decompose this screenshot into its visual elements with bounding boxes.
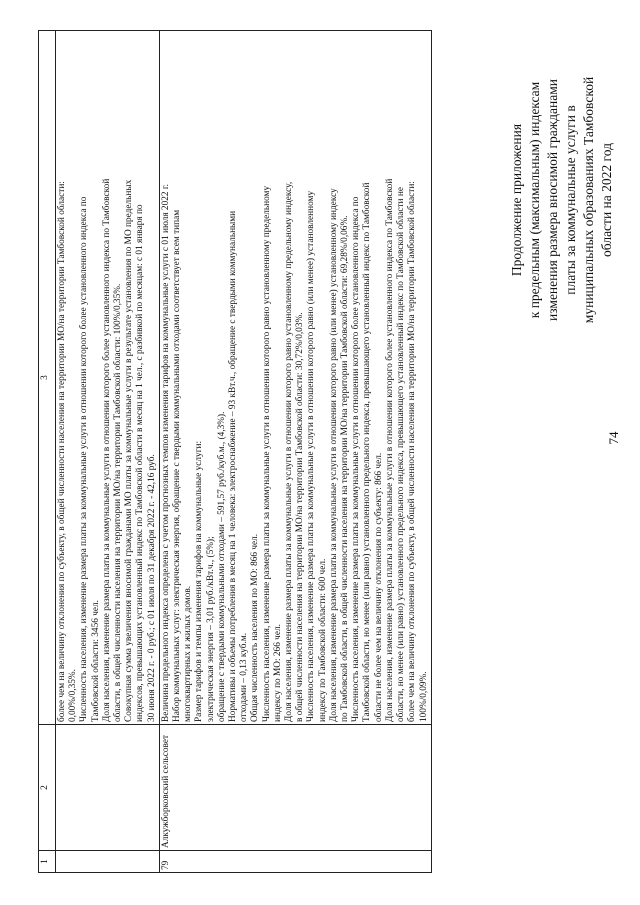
text-line: Общая численность населения по МО: 866 чел.: [250, 533, 261, 722]
text-line: Нормативы и объемы потребления в месяц на 1 человека: электроснабжение – 93 кВт.ч., обращение с твердыми коммунальными: [228, 210, 239, 722]
text-line: Величина предельного индекса определена с учетом прогнозных темпов изменения тарифов на коммунальные услуги с 01 июля 2022 г.: [160, 184, 171, 722]
text-line: Доля населения, изменение размера платы за коммунальные услуги в отношении которого равно установленному предельному индексу,: [284, 181, 295, 722]
text-line: 30 июня 2022 г. - 0 руб.; с 01 июля по 31 декабря 2022 г. - 42,16 руб.: [146, 454, 157, 722]
text-line: индексов, превышающих установленный индекс по Тамбовской области в месяц на 1 чел., с разбивкой по месяцам: с 01 января по: [135, 204, 146, 722]
heading-line: платы за коммунальные услуги в: [563, 105, 578, 295]
row-number: [56, 851, 160, 873]
text-line: Тамбовской области, но менее (или равно) установленного предельного индекса, превышающего установленный индекс по Тамбовской: [362, 182, 373, 722]
text-line: 0,00%/0,35%.: [68, 669, 79, 722]
text-line: электрическая энергия – 3,01 руб./кВт.ч., (5%);: [205, 536, 216, 722]
text-line: Доля населения, изменение размера платы за коммунальные услуги в отношении которого более установленного индекса по Тамбовской: [101, 178, 112, 722]
text-line: Совокупная сумма увеличения вносимой гражданами МО платы за коммунальные услуги в результате установления по МО предельных: [124, 179, 135, 722]
text-line: Численность населения, изменение размера платы за коммунальные услуги в отношении которого равно (или менее) установленному: [306, 190, 317, 722]
text-line: 100%/0,09%.: [418, 671, 429, 722]
heading-line: области на 2022 год: [599, 143, 614, 257]
row-description: [159, 31, 431, 725]
text-line: Тамбовской области: 3456 чел.: [90, 600, 101, 722]
heading-line: муниципальных образованиях Тамбовской: [581, 76, 596, 324]
text-line: более чем на величину отклонения по субъекту, в общей численности населения на территории МО/на территории Тамбовской области:: [407, 181, 418, 722]
table-row: [159, 31, 431, 873]
heading-line: Продолжение приложения: [509, 123, 524, 277]
text-line: в общей численности населения на территории МО/на территории Тамбовской области: 30,72%/0,03%.: [295, 312, 306, 722]
heading-line: изменения размера вносимой гражданами: [545, 79, 560, 321]
appendix-heading: [508, 15, 616, 385]
table-row: [56, 31, 160, 873]
indices-table: [38, 30, 432, 873]
page-number: 74: [606, 431, 621, 445]
text-line: Численность населения, изменение размера платы за коммунальные услуги в отношении которого равно установленному предельному: [261, 185, 272, 722]
heading-line: к предельным (максимальным) индексам: [527, 81, 542, 319]
text-line: отходами – 0,13 куб.м.: [239, 632, 250, 722]
row-description: [56, 31, 160, 725]
column-header: 2: [39, 725, 56, 851]
text-line: более чем на величину отклонения по субъекту, в общей численности населения на территории МО/на территории Тамбовской области:: [57, 181, 67, 722]
text-line: Набор коммунальных услуг: электрическая энергия, обращение с твердыми коммунальными отходами соответствует всем типам: [172, 209, 183, 722]
column-header: 1: [39, 851, 56, 873]
text-line: индексу по Тамбовской области: 600 чел.: [317, 558, 328, 722]
text-line: обращение с твердыми коммунальными отходами – 591,57 руб./куб.м., (4,3%).: [216, 411, 227, 722]
municipality-name: [56, 725, 160, 851]
text-line: Численность населения, изменение размера платы за коммунальные услуги в отношении которого более установленного индекса по: [351, 196, 362, 722]
municipality-name: Алкужборковский сельсовет: [159, 725, 431, 851]
column-header: 3: [39, 31, 56, 725]
text-line: области, но менее (или равно) установленного предельного индекса, превышающего установленный индекс по Тамбовской области не: [396, 187, 407, 722]
text-line: области, в общей численности населения на территории МО/на территории Тамбовской области: 100%/0,35%.: [113, 283, 124, 722]
text-line: Доля населения, изменение размера платы за коммунальные услуги в отношении которого более установленного индекса по Тамбовской: [384, 178, 395, 722]
row-number: 79: [159, 851, 431, 873]
text-line: Численность населения, изменение размера платы за коммунальные услуги в отношении которого более установленного индекса по: [79, 196, 90, 722]
text-line: области не более чем на величину отклонения по субъекту: 866 чел.: [373, 452, 384, 722]
text-line: по Тамбовской области, в общей численности населения на территории МО/на территории Тамбовской области: 69,28%/0,06%.: [340, 215, 351, 722]
text-line: индексу по МО: 266 чел.: [272, 624, 283, 722]
table-header-row: [39, 31, 56, 873]
text-line: Размер тарифов и темпы изменения тарифов на коммунальные услуги:: [194, 440, 205, 722]
text-line: Доля населения, изменение размера платы за коммунальные услуги в отношении которого равно (или менее) установленному индексу: [328, 188, 339, 722]
text-line: многоквартирных и жилых домов.: [183, 585, 194, 722]
